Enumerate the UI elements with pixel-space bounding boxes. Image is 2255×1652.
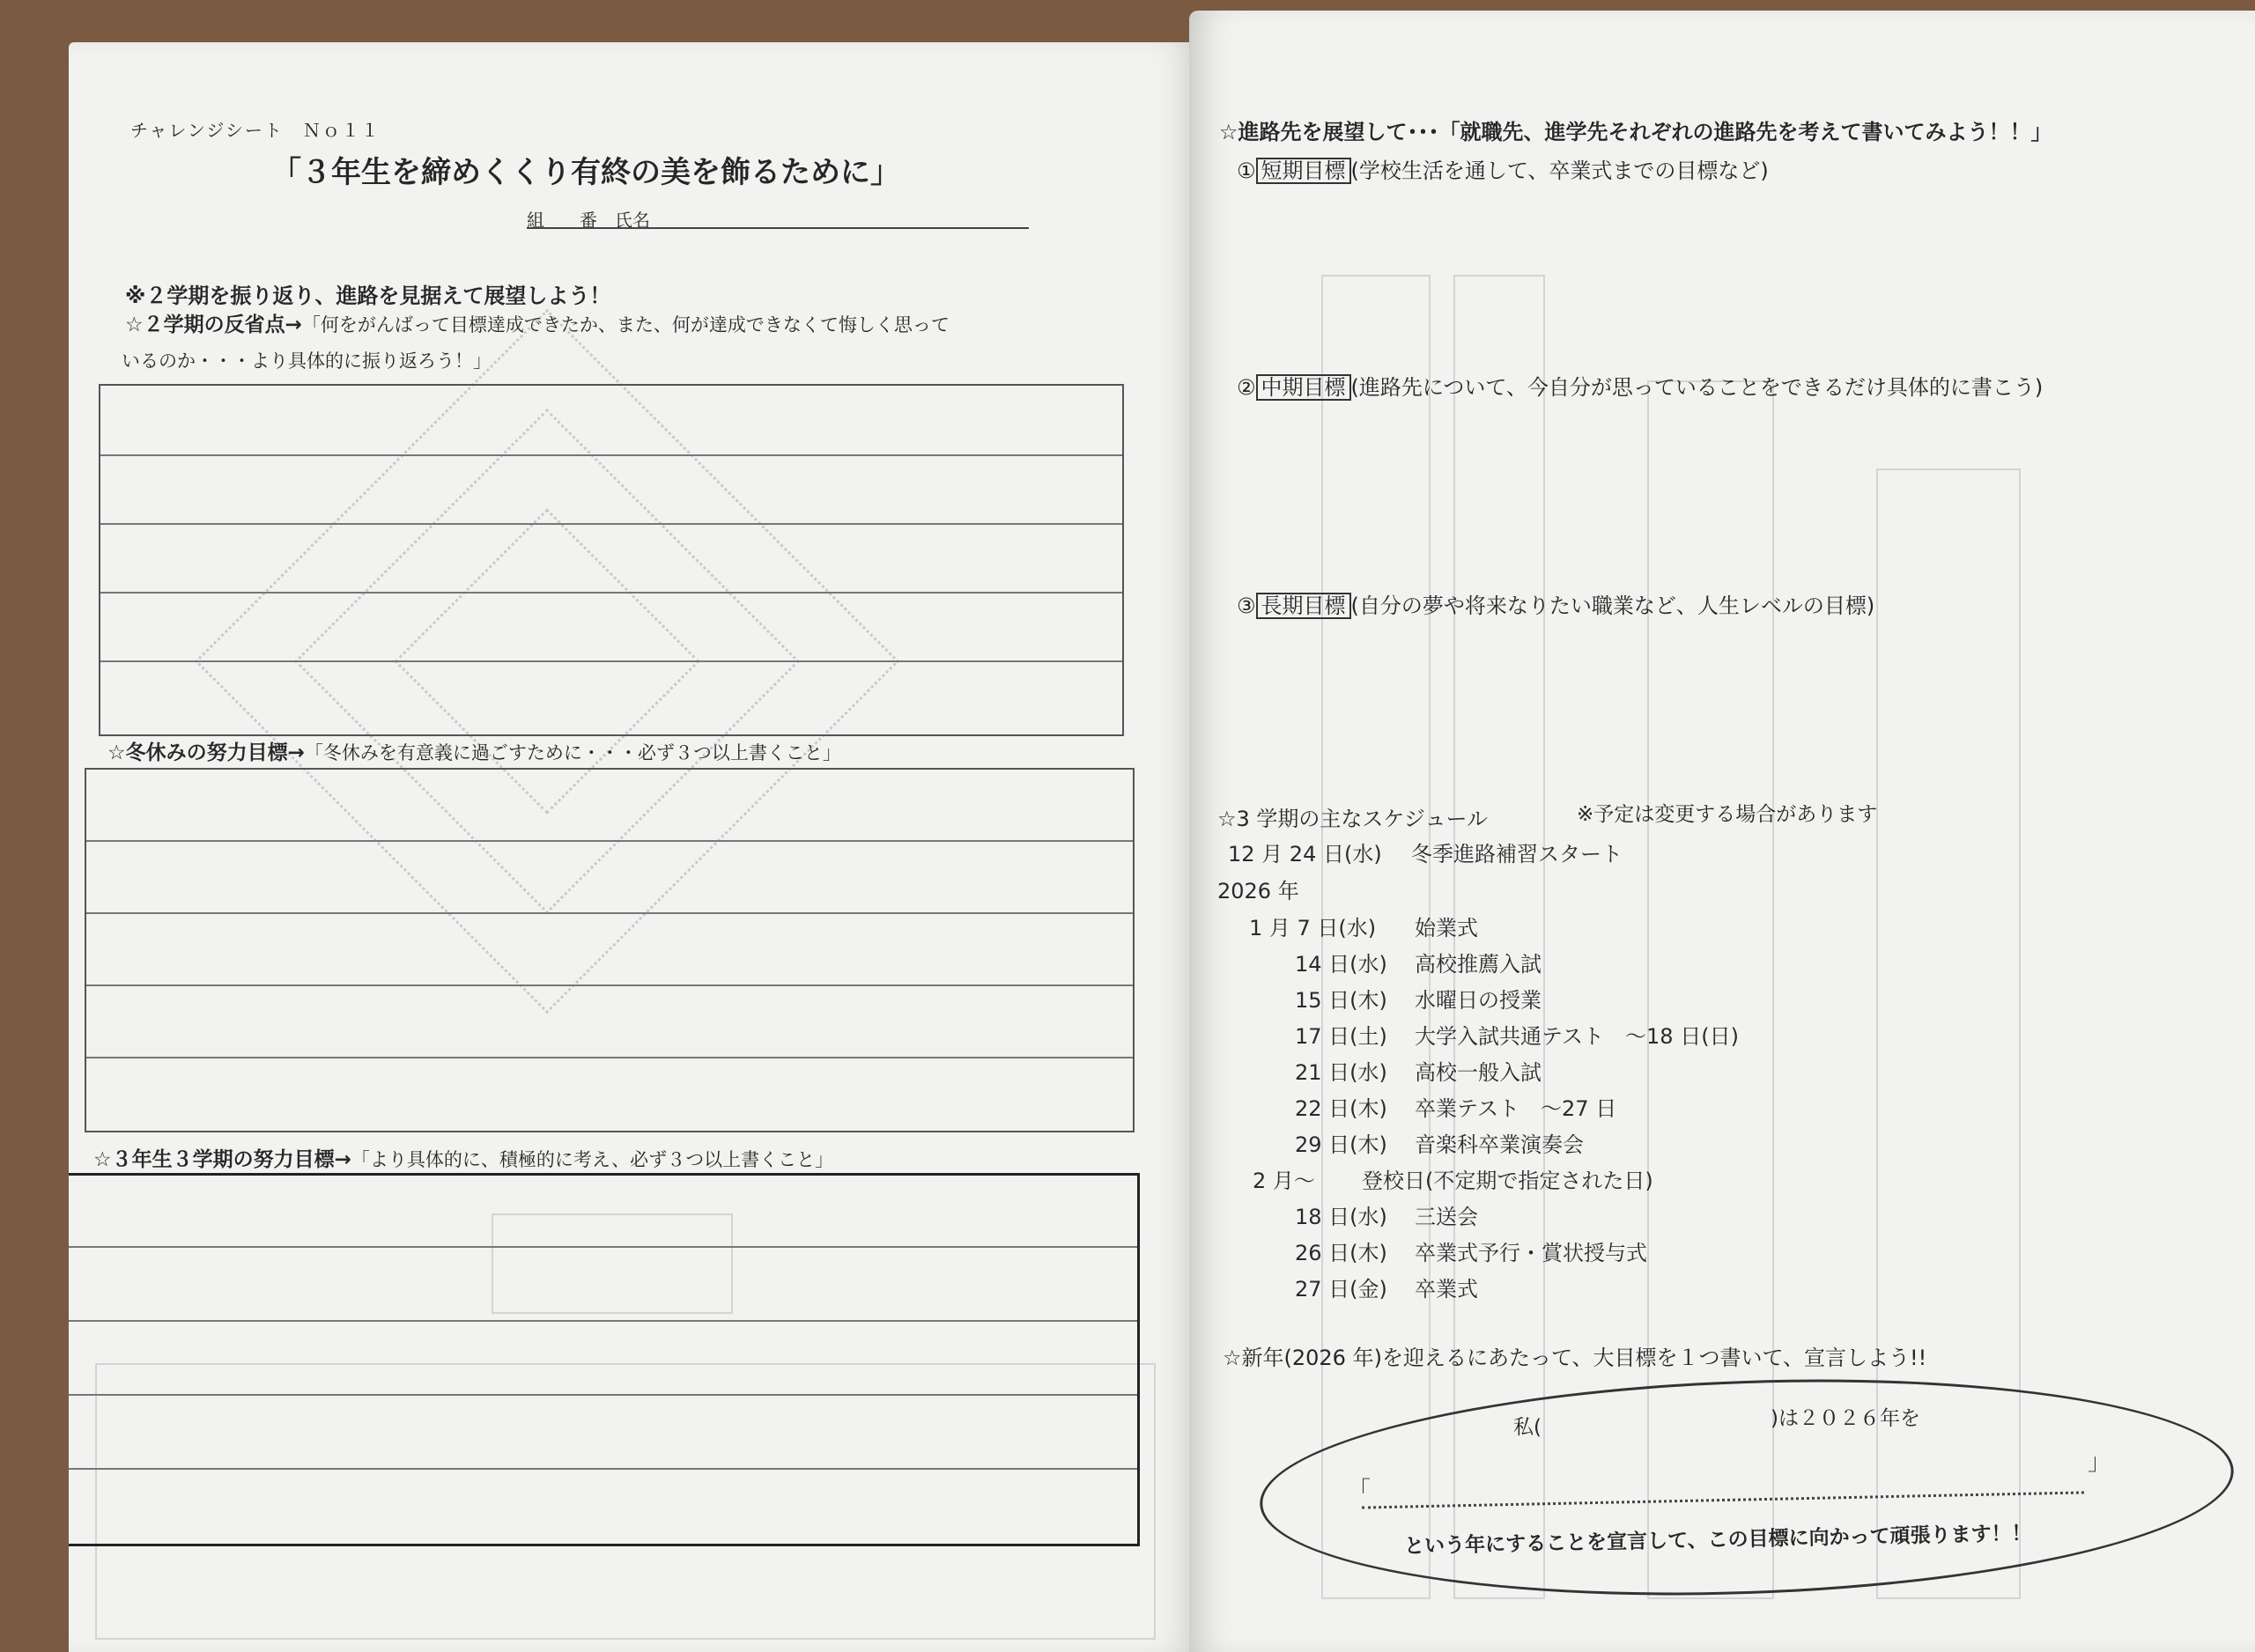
schedule-date: 17 日(土) [1295,1024,1387,1049]
pledge-name-suffix: )は２０２６年を [1771,1407,1920,1430]
third-term-goals-box[interactable] [69,1173,1140,1546]
long-term-desc: (自分の夢や将来なりたい職業など、人生レベルの目標) [1350,594,1875,618]
third-term-prompt: 「より具体的に、積極的に考え、必ず３つ以上書くこと」 [351,1149,834,1170]
mid-term-line [1237,370,2043,401]
schedule-date: 2 月～ [1253,1169,1315,1193]
pledge-name-prefix: 私( [1513,1416,1542,1439]
winter-heading-line [107,736,841,765]
winter-heading: ☆冬休みの努力目標→ [107,741,305,764]
long-term-line [1237,588,1874,619]
schedule-date: 15 日(木) [1295,988,1387,1013]
pledge-open-bracket: 「 [1348,1478,1371,1504]
long-term-num: ③ [1237,594,1256,618]
short-term-line [1237,153,1769,184]
left-page [69,42,1198,1652]
schedule-date: 27 日(金) [1295,1277,1387,1302]
pledge-close-bracket: 」 [2088,1449,2111,1476]
winter-prompt: 「冬休みを有意義に過ごすために・・・必ず３つ以上書くこと」 [304,742,841,763]
schedule-date: 29 日(木) [1295,1132,1387,1157]
reflection-prompt-2: いるのか・・・より具体的に振り返ろう！」 [122,350,492,372]
short-term-num: ① [1237,159,1256,183]
short-term-answer-area[interactable] [1242,195,2211,345]
schedule-date: 14 日(水) [1295,952,1387,977]
schedule-date: 18 日(水) [1295,1205,1387,1229]
schedule-event: 始業式 [1415,916,1478,940]
long-term-label: 長期目標 [1256,593,1351,619]
schedule-event: 音楽科卒業演奏会 [1415,1132,1584,1157]
schedule-date: 1 月 7 日(水) [1249,916,1377,940]
schedule-event: 大学入試共通テスト ～18 日(日) [1415,1024,1739,1049]
mid-term-answer-area[interactable] [1242,412,2211,562]
schedule-date: 21 日(水) [1295,1060,1387,1085]
future-heading: ☆進路先を展望して･･･「就職先、進学先それぞれの進路先を考えて書いてみよう！！」 [1219,120,2052,144]
mid-term-num: ② [1237,375,1256,400]
right-page [1189,11,2255,1652]
section-intro: ※２学期を振り返り、進路を見据えて展望しよう！ [125,284,611,308]
schedule-heading: ☆3 学期の主なスケジュール [1217,807,1488,831]
reflection-answer-box[interactable] [99,384,1124,736]
schedule-date: 12 月 24 日(水) [1228,842,1382,867]
reflection-heading-line [125,308,950,337]
schedule-year: 2026 年 [1217,879,1299,903]
short-term-desc: (学校生活を通して、卒業式までの目標など) [1350,159,1769,183]
schedule-event: 卒業式 [1415,1277,1478,1302]
schedule-event: 卒業式予行・賞状授与式 [1415,1241,1647,1265]
short-term-label: 短期目標 [1256,158,1351,184]
third-term-heading-line [93,1143,833,1172]
winter-goals-box[interactable] [85,768,1135,1132]
third-term-heading: ☆３年生３学期の努力目標→ [93,1148,351,1171]
name-line-label: 組 番 氏名 [527,210,650,231]
schedule-event: 冬季進路補習スタート [1411,842,1623,867]
pledge-name-field[interactable] [1559,1414,1726,1441]
schedule-event: 卒業テスト ～27 日 [1415,1096,1617,1121]
schedule-date: 26 日(木) [1295,1241,1387,1265]
reflection-prompt-1: 「何をがんばって目標達成できたか、また、何が達成できなくて悔しく思って [301,314,950,336]
newyear-heading: ☆新年(2026 年)を迎えるにあたって、大目標を１つ書いて、宣言しよう!! [1223,1346,1927,1370]
schedule-event: 水曜日の授業 [1415,988,1542,1013]
reflection-heading: ☆２学期の反省点→ [125,313,302,336]
mid-term-label: 中期目標 [1256,374,1351,401]
schedule-date: 22 日(木) [1295,1096,1387,1121]
schedule-event: 三送会 [1415,1205,1478,1229]
page-title: 「３年生を締めくくり有終の美を飾るために」 [271,155,900,190]
schedule-note: ※予定は変更する場合があります [1577,803,1878,826]
schedule-event: 登校日(不定期で指定された日) [1362,1169,1653,1193]
name-underline[interactable] [527,227,1029,229]
schedule-event: 高校推薦入試 [1415,952,1542,977]
sheet-label: チャレンジシート Ｎｏ１１ [130,120,381,141]
pledge-ending: という年にすることを宣言して、この目標に向かって頑張ります！！ [1403,1522,2032,1559]
mid-term-desc: (進路先について、今自分が思っていることをできるだけ具体的に書こう) [1350,375,2044,400]
long-term-answer-area[interactable] [1242,631,2211,780]
schedule-event: 高校一般入試 [1415,1060,1542,1085]
